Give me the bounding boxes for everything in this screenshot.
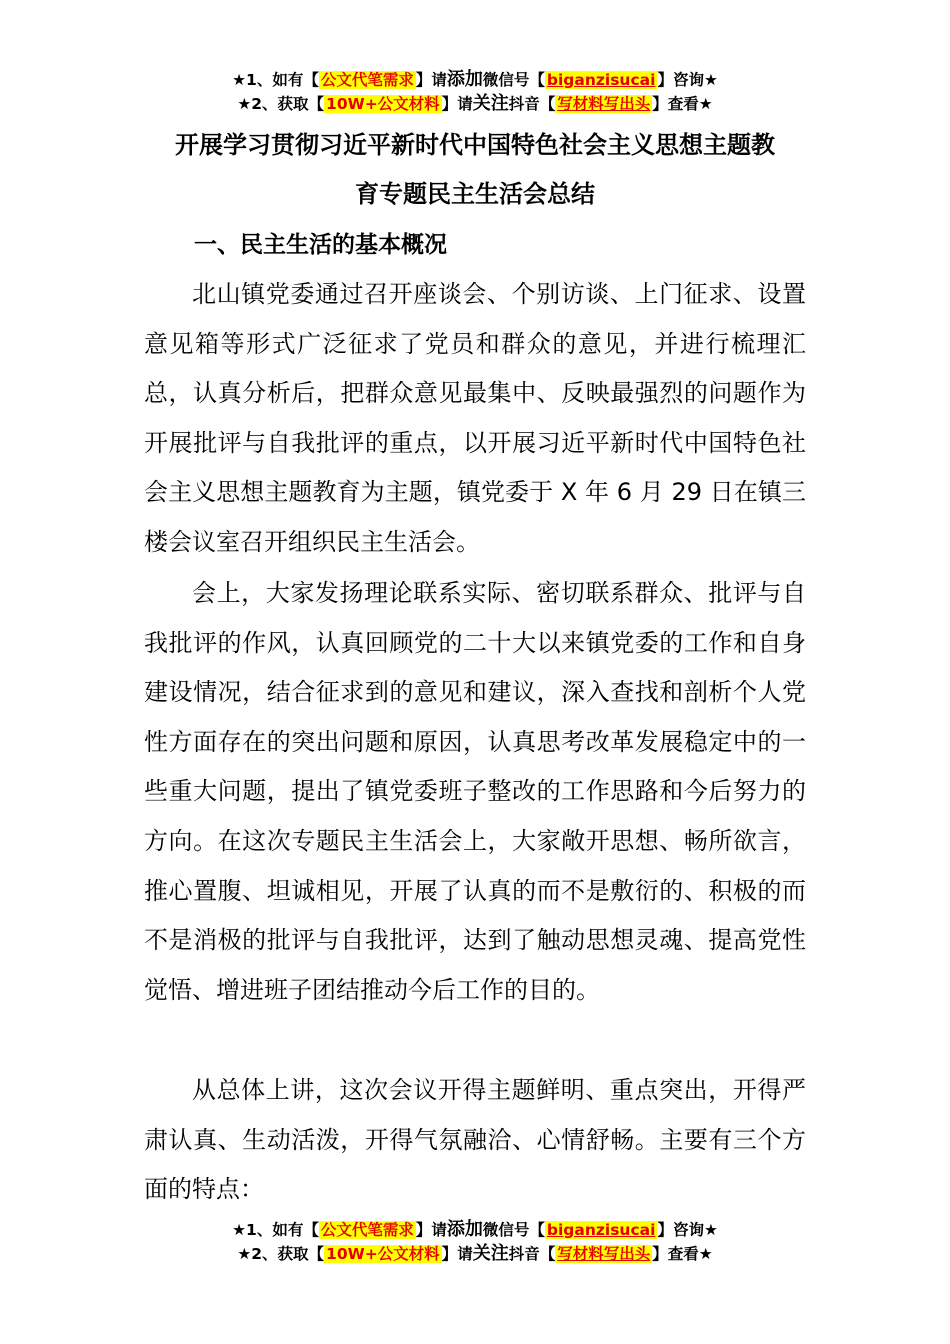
bottom-banner: [0, 1218, 950, 1266]
highlight-materials: 10W+公文材料: [326, 95, 440, 113]
body-paragraph-1: 北山镇党委通过召开座谈会、个别访谈、上门征求、设置意见箱等形式广泛征求了党员和群众的意见，并进行梳理汇总，认真分析后，把群众意见最集中、反映最强烈的问题作为开展批评与自我批评的重点，以开展习近平新时代中国特色社会主义思想主题教育为主题，镇党委于 X 年 6 月 29 日在镇三楼会议室召开组织民主生活会。: [144, 280, 806, 556]
highlight-douyin: 写材料写出头: [557, 1245, 651, 1263]
banner-text: 抖音【: [508, 95, 556, 113]
banner-text: 】查看★: [652, 1245, 713, 1263]
banner-line-1: [0, 1218, 950, 1242]
banner-text: ★1、如有【: [232, 1221, 319, 1239]
banner-text: 】请: [415, 1221, 447, 1239]
banner-text: 】请: [415, 71, 447, 89]
highlight-douyin: 写材料写出头: [557, 95, 651, 113]
banner-line-1: [0, 68, 950, 92]
banner-line-2: [0, 1242, 950, 1266]
document-title-line-2: 育专题民主生活会总结: [355, 180, 595, 208]
banner-text: 微信号【: [482, 71, 545, 89]
body-paragraph-2: 会上，大家发扬理论联系实际、密切联系群众、批评与自我批评的作风，认真回顾党的二十大以来镇党委的工作和自身建设情况，结合征求到的意见和建议，深入查找和剖析个人党性方面存在的突出问题和原因，认真思考改革发展稳定中的一些重大问题，提出了镇党委班子整改的工作思路和今后努力的方向。在这次专题民主生活会上，大家敞开思想、畅所欲言，推心置腹、坦诚相见，开展了认真的而不是敷衍的、积极的而不是消极的批评与自我批评，达到了触动思想灵魂、提高党性觉悟、增进班子团结推动今后工作的目的。: [144, 579, 806, 1004]
banner-emphasis: 添加: [446, 1219, 483, 1240]
banner-text: 抖音【: [508, 1245, 556, 1263]
banner-text: 】咨询★: [657, 71, 718, 89]
banner-text: 微信号【: [482, 1221, 545, 1239]
document-title-line-1: 开展学习贯彻习近平新时代中国特色社会主义思想主题教: [175, 131, 775, 159]
banner-text: ★1、如有【: [232, 71, 319, 89]
highlight-wechat-id: biganzisucai: [546, 1221, 656, 1239]
banner-text: 】咨询★: [657, 1221, 718, 1239]
banner-emphasis: 关注: [472, 93, 509, 114]
banner-text: 】查看★: [652, 95, 713, 113]
banner-emphasis: 添加: [446, 69, 483, 90]
banner-line-2: [0, 92, 950, 116]
top-banner: [0, 68, 950, 116]
section-heading: 一、民主生活的基本概况: [194, 232, 447, 258]
banner-emphasis: 关注: [472, 1243, 509, 1264]
body-paragraph-3: 从总体上讲，这次会议开得主题鲜明、重点突出，开得严肃认真、生动活泼，开得气氛融洽、心情舒畅。主要有三个方面的特点：: [144, 1076, 806, 1204]
banner-text: ★2、获取【: [237, 1245, 325, 1263]
highlight-materials: 10W+公文材料: [326, 1245, 440, 1263]
highlight-wechat-id: biganzisucai: [546, 71, 656, 89]
banner-text: 】请: [441, 1245, 473, 1263]
highlight-service: 公文代笔需求: [320, 71, 414, 89]
highlight-service: 公文代笔需求: [320, 1221, 414, 1239]
banner-text: ★2、获取【: [237, 95, 325, 113]
banner-text: 】请: [441, 95, 473, 113]
